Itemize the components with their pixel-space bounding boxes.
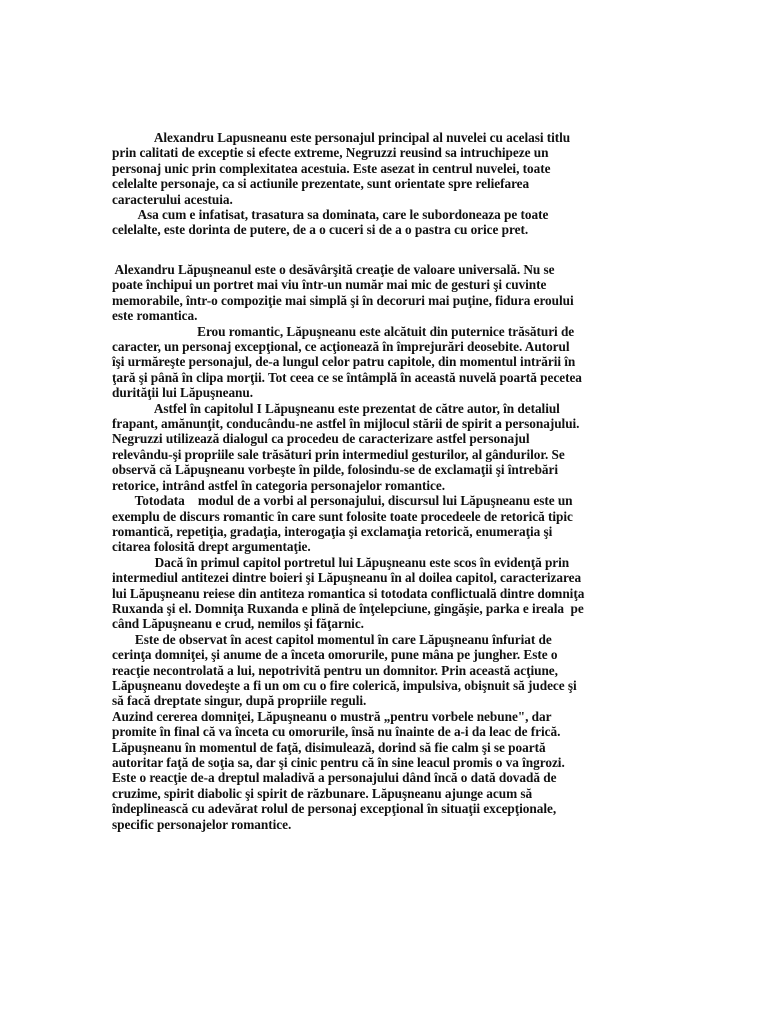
text-line: durităţii lui Lăpuşneanu. [112,385,254,401]
text-line: Totodata modul de a vorbi al personajului, discursul lui Lăpuşneanu este un [112,493,573,509]
paragraph [112,555,660,632]
text-line: Lăpuşneanu dovedeşte a fi un om cu o fire colerică, impulsiva, obişnuit să judece şi [112,677,577,693]
text-line: când Lăpuşneanu e crud, nemilos şi făţarnic. [112,616,364,632]
text-line: cruzime, spirit diabolic şi spirit de răzbunare. Lăpuşneanu ajunge acum să [112,785,533,801]
document-text-part2 [112,262,660,832]
text-line: romantică, repetiţia, gradaţia, interogaţia şi exclamaţia retorică, enumeraţia şi [112,523,553,539]
text-line: specific personajelor romantice. [112,816,292,832]
text-line: intermediul antitezei dintre boieri şi Lăpuşneanu în al doilea capitol, caracterizarea [112,570,582,586]
paragraph [112,632,660,709]
text-line: Auzind cererea domniţei, Lăpuşneanu o mustră „pentru vorbele nebune", dar [112,708,552,724]
text-line: Lăpuşneanu în momentul de faţă, disimulează, dorind să fie calm şi se poartă [112,739,546,755]
text-line: Dacă în primul capitol portretul lui Lăpuşneanu este scos în evidenţă prin [112,554,570,570]
text-line: memorabile, într-o compoziţie mai simplă şi în decoruri mai puţine, fidura eroului [112,292,574,308]
text-line: cerinţa domniţei, şi anume de a înceta omorurile, pune mâna pe jungher. Este o [112,647,558,663]
text-line: promite în final că va înceta cu omorurile, însă nu înainte de a-i da leac de frică. [112,724,561,740]
text-line: celelalte, este dorinta de putere, de a o cuceri si de a o pastra cu orice pret. [112,222,529,238]
text-line: reacţie necontrolată a lui, nepotrivită pentru un domnitor. Prin această acţiune, [112,662,558,678]
text-line: frapant, amănunţit, conducându-ne astfel în mijlocul stării de spirit a personajului. [112,416,580,432]
text-line: exemplu de discurs romantic în care sunt folosite toate procedeele de retorică tipic [112,508,573,524]
text-line: observă că Lăpuşneanu vorbeşte în pilde, folosindu-se de exclamaţii şi întrebări [112,462,559,478]
paragraph [112,262,660,324]
paragraph [112,130,660,207]
text-line: relevându-şi propriile sale trăsături prin intermediul gesturilor, al gândurilor. Se [112,446,565,462]
text-line: îşi urmăreşte personajul, de-a lungul celor patru capitole, din momentul intrării în [112,354,576,370]
text-line: ţară şi până în clipa morţii. Tot ceea ce se întâmplă în această nuvelă poartă pecetea [112,369,582,385]
text-line: Alexandru Lăpuşneanul este o desăvârşită creaţie de valoare universală. Nu se [112,262,555,277]
text-line: este romantica. [112,308,198,324]
text-line: retorice, intrând astfel în categoria personajelor romantice. [112,477,445,493]
text-line: Asa cum e infatisat, trasatura sa dominata, care le subordoneaza pe toate [112,207,549,223]
text-line: caracterului acestuia. [112,191,233,207]
text-line: Alexandru Lapusneanu este personajul principal al nuvelei cu acelasi titlu [112,130,571,145]
text-line: Este o reacţie de-a dreptul maladivă a personajului dând încă o dată dovadă de [112,770,557,786]
text-line: să facă dreptate singur, după propriile reguli. [112,693,367,709]
text-line: Erou romantic, Lăpuşneanu este alcătuit din puternice trăsături de [112,323,575,339]
text-line: caracter, un personaj excepţional, ce acţionează în împrejurări deosebite. Autorul [112,339,570,355]
paragraph [112,401,660,493]
text-line: personaj unic prin complexitatea acestuia. Este asezat in centrul nuvelei, toate [112,160,551,176]
text-line: prin calitati de exceptie si efecte extreme, Negruzzi reusind sa intruchipeze un [112,145,549,161]
text-line: lui Lăpuşneanu reiese din antiteza romantica si totodata conflictuală dintre domniţa [112,585,585,601]
document-text-part1 [112,130,660,238]
text-line: celelalte personaje, ca si actiunile prezentate, sunt orientate spre reliefarea [112,176,530,192]
paragraph [112,709,660,832]
text-line: autoritar faţă de soţia sa, dar şi cinic pentru că în sine leacul promis o va îngrozi. [112,755,565,770]
text-line: Negruzzi utilizează dialogul ca procedeu de caracterizare astfel personajul [112,431,530,447]
text-line: îndeplinească cu adevărat rolul de personaj excepţional în situaţii excepţionale, [112,801,557,817]
paragraph [112,324,660,401]
text-line: Astfel în capitolul I Lăpuşneanu este prezentat de către autor, în detaliul [112,400,560,416]
text-line: Este de observat în acest capitol momentul în care Lăpuşneanu înfuriat de [112,631,552,647]
text-line: citarea folosită drept argumentaţie. [112,539,311,555]
text-line: poate închipui un portret mai viu într-un număr mai mic de gesturi şi cuvinte [112,277,547,293]
paragraph [112,493,660,555]
text-line: Ruxanda şi el. Domniţa Ruxanda e plină de înţelepciune, gingăşie, parka e ireala pe [112,600,584,616]
paragraph [112,207,660,238]
